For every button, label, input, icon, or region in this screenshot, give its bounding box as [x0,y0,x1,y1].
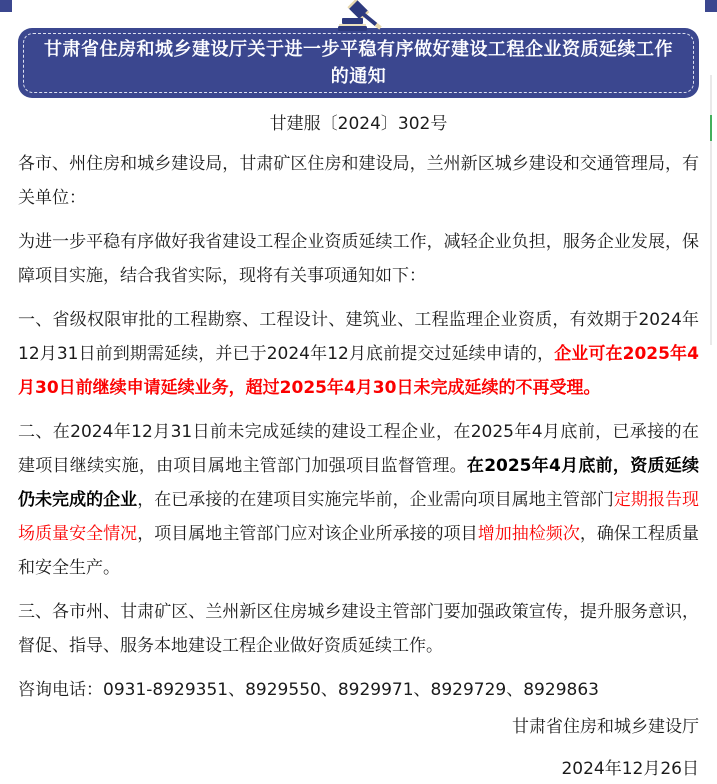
scrollbar-track[interactable] [710,75,712,345]
text-segment: 企业可在2025年4月30日前继续申请延续业务，超过2025年4月30日未完成延续的不再受理。 [18,344,699,398]
text-segment: 增加抽检频次 [477,524,580,544]
text-segment: ，确保工程质量和安全生产。 [18,524,700,578]
paragraph-signature [18,710,699,744]
paragraph-body [18,595,699,663]
gavel-icon [0,0,717,32]
scrollbar-thumb[interactable] [710,115,712,141]
text-segment: 定期报告现场质量安全情况 [18,490,700,544]
notice-title: 甘肃省住房和城乡建设厅关于进一步平稳有序做好建设工程企业资质延续工作的通知 [44,39,673,87]
text-segment: ，在已承接的在建项目实施完毕前，企业需向项目属地主管部门 [137,490,614,510]
paragraph-date [18,752,699,784]
text-segment: 在2025年4月底前，资质延续仍未完成的企业 [18,456,699,510]
text-segment: 二、在2024年12月31日前未完成延续的建设工程企业，在2025年4月底前，已承接的在建项目继续实施，由项目属地主管部门加强项目监督管理。 [18,422,699,476]
text-segment: 一、省级权限审批的工程勘察、工程设计、建筑业、工程监理企业资质，有效期于2024年12月31日前到期需延续，并已于2024年12月底前提交过延续申请的， [18,310,699,364]
paragraph-body [18,225,699,293]
text-segment: 咨询电话：0931-8929351、8929550、8929971、8929729、8929863 [18,680,599,700]
paragraph-body [18,415,699,585]
text-segment: 三、各市州、甘肃矿区、兰州新区住房城乡建设主管部门要加强政策宣传，提升服务意识，督促、指导、服务本地建设工程企业做好资质延续工作。 [18,602,699,656]
text-segment: ，项目属地主管部门应对该企业所承接的项目 [137,524,478,544]
document-number: 甘建服〔2024〕302号 [269,114,448,134]
document-body [18,147,699,784]
text-segment: 为进一步平稳有序做好我省建设工程企业资质延续工作，减轻企业负担，服务企业发展，保障项目实施，结合我省实际，现将有关事项通知如下： [18,232,699,286]
text-segment: 各市、州住房和城乡建设局，甘肃矿区住房和建设局，兰州新区城乡建设和交通管理局，有关单位： [18,154,699,208]
paragraph-body [18,673,699,707]
paragraph-body [18,147,699,215]
paragraph-body [18,303,699,405]
text-segment: 甘肃省住房和城乡建设厅 [512,717,699,737]
title-banner [18,28,699,98]
text-segment: 2024年12月26日 [561,759,699,779]
